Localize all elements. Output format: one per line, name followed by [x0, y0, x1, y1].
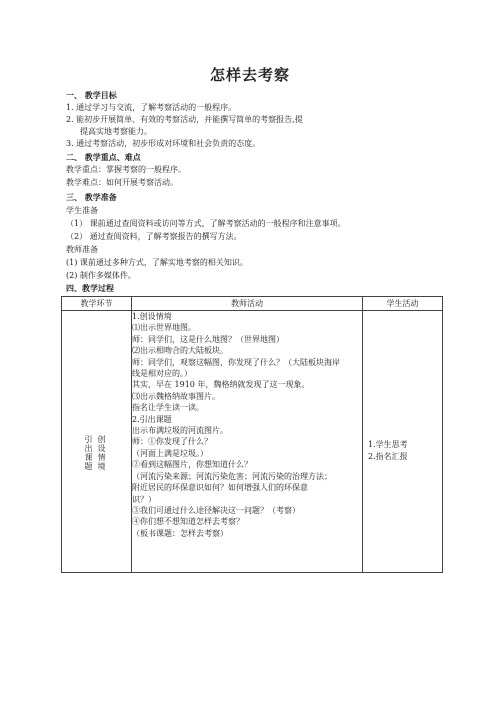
section-heading-objectives: 一、 教学目标	[66, 90, 117, 100]
section-heading-process: 四、教学过程	[66, 283, 114, 293]
objective-item: 2. 能初步开展简单、有效的考察活动，并能撰写简单的考察报告,提	[66, 115, 303, 124]
teacher-line: ④你们想不想知道怎样去考察？	[132, 517, 244, 527]
preparation-item: （2） 通过查阅资料，了解考察报告的撰写方法。	[66, 232, 242, 241]
teacher-line: 出示布满垃圾的河流图片。	[132, 426, 228, 436]
preparation-item: (2) 制作多媒体件。	[66, 271, 136, 280]
student-line: 2.指名汇报	[368, 452, 408, 461]
teacher-line: 2.引出课题	[132, 414, 172, 424]
stage-cell	[62, 311, 132, 573]
keypoint-item: 教学重点：掌握考察的一般程序。	[66, 165, 186, 174]
teacher-line: （河流污染来源；河流污染危害；河流污染的治理方法；	[132, 471, 332, 481]
teacher-line: 线是相对应的。）	[132, 369, 192, 379]
teacher-line: ②看到这幅图片，你想知道什么？	[132, 460, 252, 470]
objective-item: 1. 通过学习与交流，了解考察活动的一般程序。	[66, 103, 237, 112]
preparation-item: (1) 课前通过多种方式，了解实地考察的相关知识。	[66, 258, 248, 267]
teacher-line: 其实，早在 1910 年，魏格纳就发现了这一现象。	[132, 380, 310, 390]
teacher-line: 指名让学生读一读。	[132, 403, 204, 413]
teacher-line: ⑴出示世界地图。	[132, 323, 196, 333]
objective-item: 3. 通过考察活动，初步形成对环境和社会负责的态度。	[66, 139, 261, 148]
header-teacher-activity: 教师活动	[132, 297, 363, 311]
preparation-item: （1） 课前通过查阅资料或访问等方式，了解考察活动的一般程序和注意事项。	[66, 219, 346, 228]
teacher-line: 师：同学们，观察这幅图，你发现了什么？（大陆板块海岸	[132, 357, 340, 367]
teacher-line: （河面上满是垃圾。）	[132, 448, 208, 458]
preparation-item: 教师准备	[66, 245, 98, 254]
teacher-line: ⑵出示相吻合的大陆板块。	[132, 346, 228, 356]
teacher-line: ⑶出示魏格纳故事图片。	[132, 391, 220, 401]
table-row	[62, 311, 443, 573]
teacher-line: 识？）	[132, 494, 156, 504]
header-stage: 教学环节	[62, 297, 132, 311]
page-title: 怎样去考察	[209, 66, 290, 84]
stage-label: 创设情境	[97, 435, 106, 471]
teacher-line: ③我们可通过什么途径解决这一问题？（考察）	[132, 505, 300, 515]
student-line: 1.学生思考	[368, 440, 408, 449]
section-heading-keypoints: 二、 教学重点、难点	[66, 152, 141, 162]
teacher-line: （板书课题：怎样去考察）	[132, 528, 228, 538]
section-heading-preparation: 三、 教学准备	[66, 192, 117, 202]
teacher-line: 师：同学们，这是什么地图？（世界地图）	[132, 334, 284, 344]
lesson-table	[61, 296, 443, 573]
teacher-line: 附近居民的环保意识如何？如何增强人们的环保意	[132, 483, 308, 493]
stage-label: 引出课题	[84, 435, 93, 471]
teacher-activity-cell	[132, 311, 363, 573]
header-student-activity: 学生活动	[363, 297, 443, 311]
keypoint-item: 教学难点：如何开展考察活动。	[66, 178, 178, 187]
teacher-line: 1.创设情境	[132, 312, 172, 321]
student-activity-cell	[363, 311, 443, 573]
table-header-row	[62, 297, 443, 311]
objective-item: 提高实地考察能力。	[80, 127, 152, 136]
preparation-item: 学生准备	[66, 206, 98, 215]
teacher-line: 师：①你发现了什么？	[132, 437, 212, 447]
